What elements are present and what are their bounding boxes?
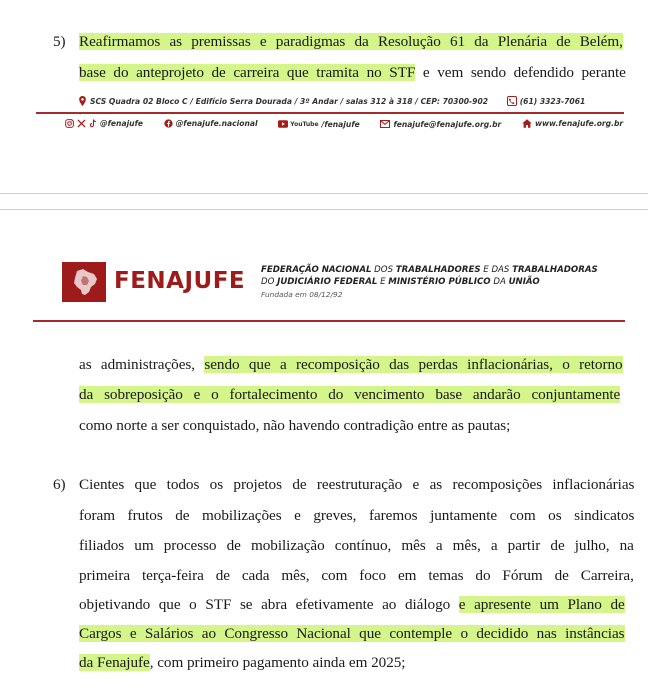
- footer-phone-text: (61) 3323-7061: [519, 96, 586, 106]
- phone-icon: [507, 96, 517, 106]
- item-6-line-2: foram frutos de mobilizações e greves, faremos juntamente com os sindicatos: [79, 507, 635, 524]
- item-6-line-5-highlight: e apresente um Plano de: [458, 596, 625, 613]
- footer-social-row: [65, 119, 623, 130]
- youtube-icon: [278, 120, 288, 128]
- footer-social-handles[interactable]: [65, 119, 143, 128]
- footer-youtube-text: /fenajufe: [321, 119, 360, 129]
- item-6-line-7: [79, 653, 405, 673]
- item-5-line-2-rest: e vem sendo defendido perante: [415, 64, 626, 81]
- letterhead: [62, 262, 622, 306]
- footer-instagram-text: @fenajufe: [100, 119, 144, 128]
- cont-line-1-plain: as administrações,: [79, 356, 205, 373]
- item-6-line-4: primeira terça-feira de cada mês, com foco em temas do Fórum de Carreira,: [79, 567, 634, 584]
- footer-website-text: www.fenajufe.org.br: [534, 119, 624, 128]
- page-break: [0, 193, 648, 210]
- mail-icon: [380, 120, 390, 128]
- footer-facebook-text: @fenajufe.nacional: [175, 119, 258, 128]
- cont-line-1: [79, 355, 623, 375]
- item-6-line-3: filiados um processo de mobilização contínuo, mês a mês, a partir de julho, na: [79, 537, 634, 554]
- footer-youtube[interactable]: [278, 120, 360, 129]
- header-divider: [33, 320, 625, 322]
- item-6-line-5: [79, 595, 625, 615]
- footer-youtube-label: YouTube: [290, 120, 319, 128]
- cont-line-1-highlight: sendo que a recomposição das perdas inflacionárias, o retorno: [204, 356, 623, 373]
- letterhead-line-2: DO JUDICIÁRIO FEDERAL E MINISTÉRIO PÚBLICO DA UNIÃO: [261, 277, 540, 287]
- brazil-map-icon: [69, 267, 99, 297]
- home-icon: [522, 119, 532, 128]
- founded-date: Fundada em 08/12/92: [261, 290, 343, 299]
- item-6-line-7-highlight: da Fenajufe: [79, 654, 150, 671]
- item-5-line-2-highlight: base do anteprojeto de carreira que tramita no STF: [79, 64, 416, 81]
- item-5-line-1-highlight: Reafirmamos as premissas e paradigmas da Resolução 61 da Plenária de Belém,: [79, 33, 623, 50]
- footer-divider: [36, 112, 624, 114]
- item-5-line-2: [79, 63, 626, 83]
- footer-facebook[interactable]: [164, 119, 258, 128]
- item-6-line-6: [79, 624, 625, 644]
- footer-email[interactable]: [380, 120, 501, 129]
- instagram-icon: [65, 119, 74, 128]
- item-6-line-1: Cientes que todos os projetos de reestruturação e as recomposições inflacionárias: [79, 476, 635, 493]
- x-twitter-icon: [77, 119, 86, 128]
- location-pin-icon: [78, 96, 87, 106]
- item-5-line-1: [79, 32, 623, 52]
- cont-line-3: como norte a ser conquistado, não havendo contradição entre as pautas;: [79, 417, 511, 434]
- item-6-number: 6): [53, 476, 66, 493]
- cont-line-2-highlight: da sobreposição e o fortalecimento do vencimento base andarão conjuntamente: [79, 386, 621, 403]
- footer-address: [78, 96, 488, 106]
- item-6-line-6-highlight: Cargos e Salários ao Congresso Nacional que contemple o decidido nas instâncias: [79, 625, 625, 642]
- item-6-line-5-plain: objetivando que o STF se abra efetivamente ao diálogo: [79, 596, 459, 613]
- footer-address-text: SCS Quadra 02 Bloco C / Edifício Serra Dourada / 3º Andar / salas 312 à 318 / CEP: 70300-902: [90, 96, 489, 106]
- facebook-icon: [164, 119, 173, 128]
- fenajufe-logo: [62, 262, 106, 302]
- letterhead-line-1: FEDERAÇÃO NACIONAL DOS TRABALHADORES E DAS TRABALHADORAS: [261, 265, 598, 275]
- item-5-number: 5): [53, 33, 66, 50]
- footer-phone[interactable]: [507, 96, 586, 106]
- footer-website[interactable]: [522, 119, 623, 128]
- footer-email-text: fenajufe@fenajufe.org.br: [393, 119, 502, 129]
- tiktok-icon: [89, 119, 97, 128]
- footer-address-row: [78, 96, 585, 108]
- cont-line-2: [79, 385, 620, 405]
- item-6-line-7-rest: , com primeiro pagamento ainda em 2025;: [149, 654, 406, 671]
- brand-wordmark: FENAJUFE: [114, 268, 246, 294]
